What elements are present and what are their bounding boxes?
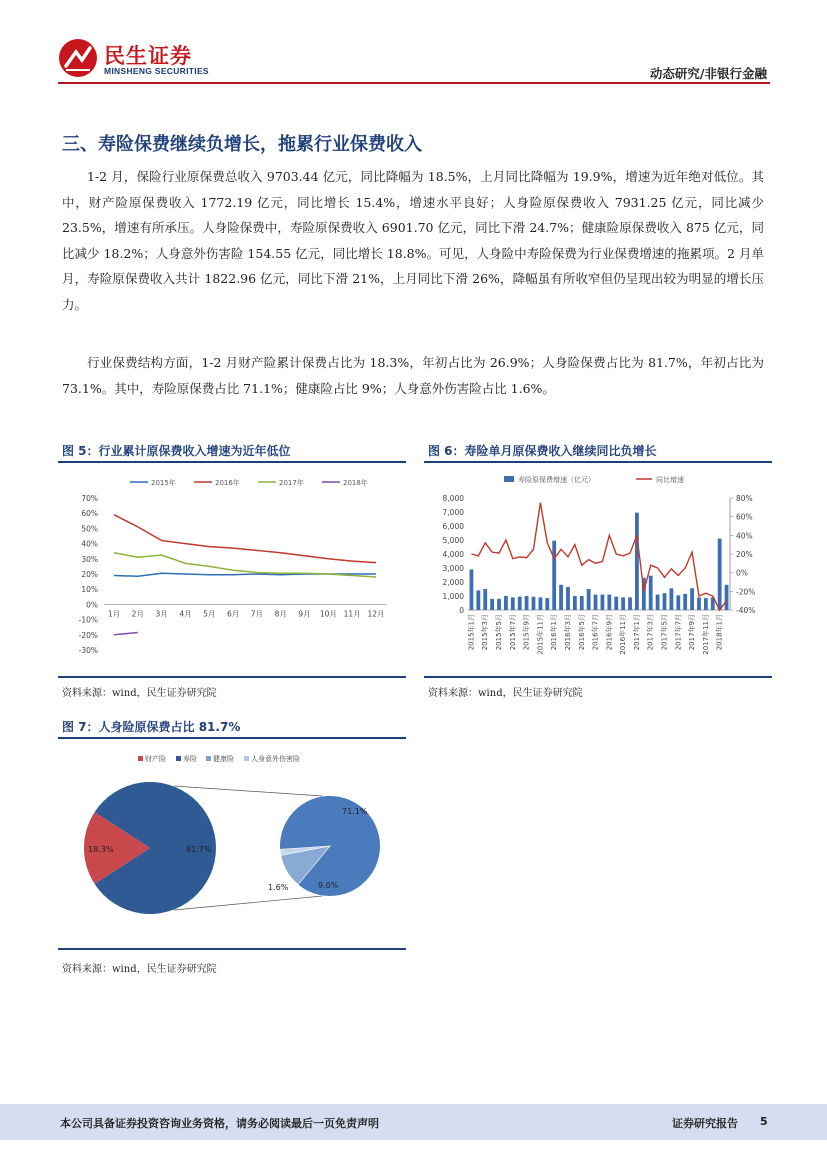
header-divider [58,82,770,84]
x-tick-label: 2015年7月 [508,614,517,651]
bar [635,513,639,610]
y-tick-label: -10% [78,615,98,625]
x-tick-label: 2018年1月 [715,614,724,651]
legend-label: 2016年 [215,479,240,487]
bar [470,569,474,610]
logo-mark [58,38,98,78]
x-tick-label: 2015年3月 [481,614,490,651]
x-tick-label: 2015年1月 [467,614,476,651]
left-y-tick-label: 6,000 [442,522,464,531]
right-y-tick-label: 80% [736,494,753,503]
x-tick-label: 5月 [203,609,216,619]
x-tick-label: 9月 [298,609,311,619]
x-tick-label: 2016年1月 [550,614,559,651]
fig7-title: 图 7：人身险原保费占比 81.7% [62,720,241,734]
y-tick-label: 10% [81,585,98,595]
x-tick-label: 2017年7月 [674,614,683,651]
right-y-tick-label: 20% [736,550,753,559]
fig6-chart [424,466,772,674]
left-y-tick-label: 8,000 [442,494,464,503]
x-tick-label: 2017年3月 [646,614,655,651]
x-tick-label: 2017年5月 [660,614,669,651]
y-tick-label: 30% [81,554,98,564]
bar [573,596,577,610]
left-y-tick-label: 7,000 [442,508,464,517]
x-tick-label: 2月 [131,609,144,619]
y-tick-label: 70% [81,494,98,503]
bar [483,589,487,610]
bar [656,595,660,610]
bar [614,597,618,610]
x-tick-label: 7月 [250,609,264,619]
fig6-title: 图 6：寿险单月原保费收入继续同比负增长 [428,444,657,458]
x-tick-label: 12月 [367,609,385,619]
legend-swatch [138,756,143,761]
bar [518,597,522,610]
growth-line [471,503,726,610]
x-tick-label: 2015年11月 [536,614,545,655]
fig7-bottom-rule [58,948,406,950]
bar [697,597,701,610]
fig6-source: 资料来源：wind，民生证券研究院 [428,688,583,699]
bar [663,593,667,610]
bar [718,539,722,610]
bar [601,595,605,610]
bar [566,587,570,610]
sub-pie-label-life: 71.1% [342,807,368,816]
x-tick-label: 4月 [179,609,192,619]
y-tick-label: 20% [81,570,98,579]
legend-swatch-bar [504,476,514,482]
left-y-tick-label: 5,000 [442,536,464,545]
legend-label: 健康险 [213,755,234,763]
sub-pie-label-accident: 1.6% [268,883,289,892]
x-tick-label: 1月 [107,609,121,619]
left-y-tick-label: 2,000 [442,578,464,587]
legend-label: 2017年 [279,479,304,487]
bar [669,588,673,610]
bar [683,594,687,610]
bar [559,585,563,610]
bar [511,597,515,610]
legend-label: 同比增速 [656,476,684,484]
pie-label-property: 18.3% [88,845,114,854]
y-tick-label: 0% [86,600,98,610]
footer-page-number: 5 [760,1115,768,1128]
connector-line [174,896,322,910]
legend-label: 2018年 [343,479,368,487]
footer-disclaimer: 本公司具备证券投资咨询业务资格，请务必阅读最后一页免责声明 [60,1117,379,1130]
y-tick-label: 60% [81,509,98,519]
x-tick-label: 2015年9月 [522,614,531,651]
report-category: 动态研究/非银行金融 [649,66,767,81]
x-tick-label: 2016年7月 [591,614,600,651]
fig7-top-rule [58,737,406,739]
bar [587,589,591,610]
bar [621,597,625,610]
logo-text-en: MINSHENG SECURITIES [104,66,209,76]
x-tick-label: 10月 [319,609,337,619]
x-tick-label: 6月 [226,609,240,619]
bar [538,597,542,610]
bar [704,598,708,610]
legend-label: 人身意外伤害险 [251,755,300,763]
fig7-source: 资料来源：wind，民生证券研究院 [62,964,217,975]
bar [545,598,549,610]
logo-icon [58,38,98,78]
x-tick-label: 2016年3月 [563,614,572,651]
legend-label: 财产险 [145,755,166,763]
fig7-chart [58,742,406,946]
right-y-tick-label: 0% [736,568,748,578]
left-y-tick-label: 0 [459,606,464,615]
sub-pie-label-health: 9.0% [318,881,339,890]
legend-swatch [176,756,181,761]
left-y-tick-label: 4,000 [442,550,464,559]
x-tick-label: 2017年9月 [688,614,697,651]
paragraph-1: 1-2 月，保险行业原保费总收入 9703.44 亿元，同比降幅为 18.5%，上月同比降幅为 19.9%，增速为近年绝对低位。其中，财产险原保费收入 1772.19 亿元，同比增长 15.4%，增速水平良好；人身险原保费收入 7931.25 亿元，同比减少 23.5%，增速有所承压。人身险保费中，寿险原保费收入 6901.70 亿元，同比下滑 24.7%；健康险原保费收入 875 亿元，同比减少 18.2%；人身意外伤害险 154.55 亿元，同比增长 18.8%。可见，人身险中寿险保费为行业保费增速的拖累项。2 月单月，寿险原保费收入共计 1822.96 亿元，同比下滑 21%，上月同比下滑 26%，降幅虽有所收窄但仍呈现出较为明显的增长压力。 [62,169,764,312]
bar [690,588,694,610]
bar [725,585,729,610]
bar [552,541,556,610]
x-tick-label: 11月 [343,609,361,619]
x-tick-label: 2016年9月 [605,614,614,651]
bar [525,596,529,610]
series-line-2018年 [114,633,138,635]
x-tick-label: 2016年11月 [619,614,628,655]
x-tick-label: 2017年1月 [632,614,641,651]
x-tick-label: 3月 [155,609,168,619]
left-y-tick-label: 3,000 [442,564,464,573]
y-tick-label: -20% [78,630,98,640]
fig6-top-rule [424,461,772,463]
paragraph-2: 行业保费结构方面，1-2 月财产险累计保费占比为 18.3%，年初占比为 26.9%；人身险保费占比为 81.7%，年初占比为 73.1%。其中，寿险原保费占比 71.1%；健康险占比 9%；人身意外伤害险占比 1.6%。 [62,355,764,396]
fig5-source: 资料来源：wind，民生证券研究院 [62,688,217,699]
pie-label-life: 81.7% [186,845,212,854]
footer-report-type: 证券研究报告 [672,1117,738,1130]
right-y-tick-label: -20% [736,587,756,597]
bar [649,576,653,610]
bar [504,596,508,610]
section-title: 三、寿险保费继续负增长，拖累行业保费收入 [62,134,422,155]
bar [497,599,501,610]
legend-swatch [244,756,249,761]
legend-label: 寿险 [183,755,197,763]
bar [532,597,536,610]
x-tick-label: 2015年5月 [495,614,504,651]
bar [676,595,680,610]
bar [607,595,611,610]
x-tick-label: 8月 [274,609,287,619]
bar [594,595,598,610]
fig5-title: 图 5：行业累计原保费收入增速为近年低位 [62,444,291,458]
bar [476,590,480,610]
logo-text-cn: 民生证券 [104,44,192,68]
legend-label: 寿险原保费增速（亿元） [518,476,595,484]
fig5-chart [58,466,406,674]
fig5-top-rule [58,461,406,463]
bar [628,597,632,610]
legend-label: 2015年 [151,479,176,487]
connector-line [174,786,322,796]
legend-swatch [206,756,211,761]
right-y-tick-label: 60% [736,512,753,522]
fig5-bottom-rule [58,676,406,678]
y-tick-label: -30% [78,646,98,655]
y-tick-label: 50% [81,524,98,534]
y-tick-label: 40% [81,539,98,549]
right-y-tick-label: 40% [736,531,753,541]
x-tick-label: 2017年11月 [701,614,710,655]
bar [580,596,584,610]
fig6-bottom-rule [424,676,772,678]
left-y-tick-label: 1,000 [442,592,464,601]
x-tick-label: 2016年5月 [577,614,586,651]
bar [490,599,494,610]
right-y-tick-label: -40% [736,606,756,615]
